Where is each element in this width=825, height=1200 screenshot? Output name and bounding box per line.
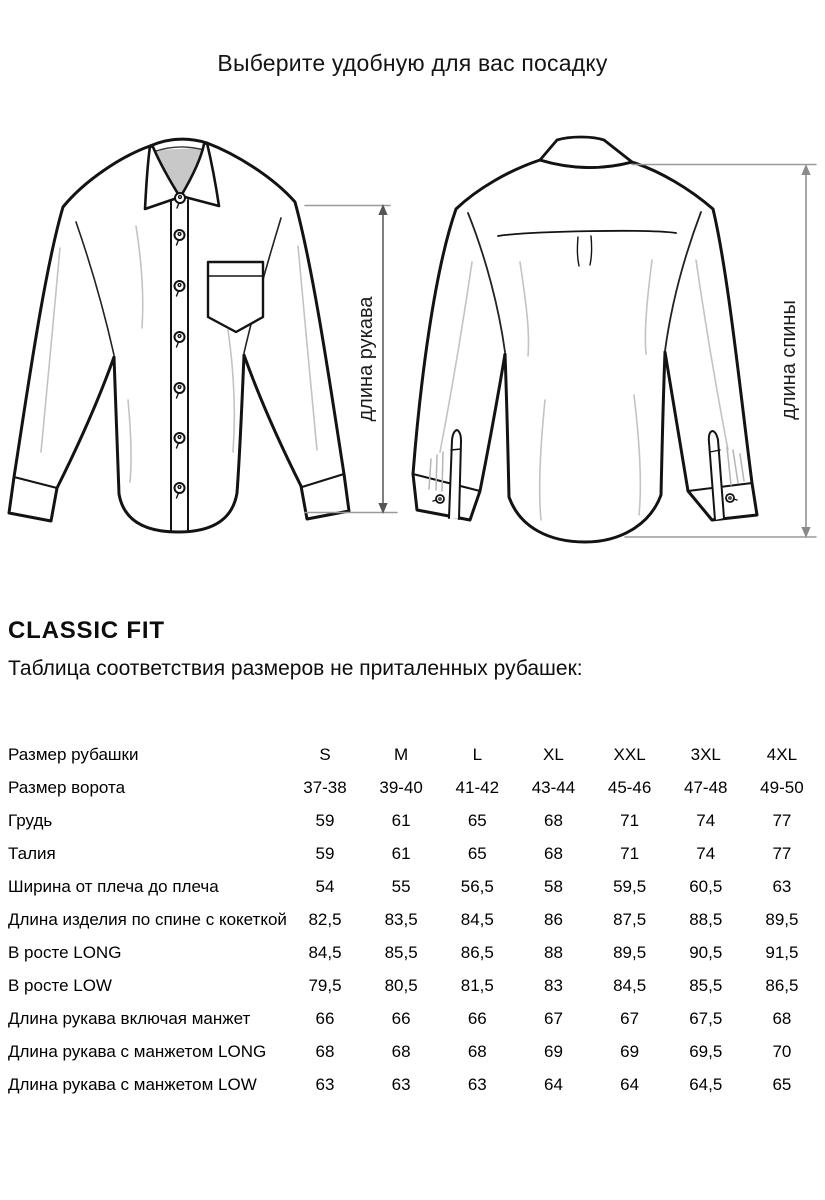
size-cell: 83 xyxy=(543,975,563,995)
table-row xyxy=(8,969,820,1002)
size-cell: 43-44 xyxy=(531,777,576,797)
size-cell: 66 xyxy=(315,1008,335,1028)
size-cell: 68 xyxy=(315,1041,335,1061)
size-cell: 69 xyxy=(620,1041,640,1061)
size-cell: 55 xyxy=(391,876,411,896)
size-cell: 66 xyxy=(391,1008,411,1028)
size-cell: 74 xyxy=(696,810,716,830)
size-cell: 59,5 xyxy=(613,876,647,896)
row-label: Ширина от плеча до плеча xyxy=(8,876,219,896)
size-cell: 45-46 xyxy=(607,777,652,797)
back-length-label: длина спины xyxy=(778,300,800,420)
size-cell: 59 xyxy=(315,843,335,863)
size-cell: 77 xyxy=(772,810,792,830)
size-cell: 86 xyxy=(543,909,563,929)
size-cell: 67 xyxy=(543,1008,563,1028)
row-label: Грудь xyxy=(8,810,53,830)
table-row xyxy=(8,1068,820,1101)
size-cell: L xyxy=(472,744,483,764)
size-cell: 56,5 xyxy=(460,876,494,896)
size-cell: 63 xyxy=(391,1074,411,1094)
table-row xyxy=(8,771,820,804)
table-row xyxy=(8,936,820,969)
chest-pocket xyxy=(208,262,263,332)
table-row xyxy=(8,738,820,771)
size-cell: 84,5 xyxy=(308,942,342,962)
row-label: Длина рукава с манжетом LOW xyxy=(8,1074,257,1094)
row-label: Длина рукава включая манжет xyxy=(8,1008,251,1028)
size-cell: 88 xyxy=(543,942,563,962)
size-cell: 64,5 xyxy=(689,1074,723,1094)
size-cell: 81,5 xyxy=(460,975,494,995)
size-cell: 90,5 xyxy=(689,942,723,962)
table-row xyxy=(8,903,820,936)
size-cell: 64 xyxy=(543,1074,563,1094)
size-cell: M xyxy=(394,744,409,764)
size-cell: 84,5 xyxy=(613,975,647,995)
size-cell: 82,5 xyxy=(308,909,342,929)
size-cell: 54 xyxy=(315,876,335,896)
size-cell: 71 xyxy=(620,810,640,830)
row-label: Длина рукава с манжетом LONG xyxy=(8,1041,267,1061)
shirt-back-drawing xyxy=(413,137,757,542)
size-cell: 63 xyxy=(467,1074,487,1094)
size-cell: 86,5 xyxy=(765,975,799,995)
table-row xyxy=(8,1002,820,1035)
size-cell: 71 xyxy=(620,843,640,863)
size-cell: 89,5 xyxy=(613,942,647,962)
size-cell: 68 xyxy=(467,1041,487,1061)
row-label: В росте LONG xyxy=(8,942,122,962)
row-label: В росте LOW xyxy=(8,975,112,995)
fit-diagram xyxy=(0,130,825,575)
size-cell: 88,5 xyxy=(689,909,723,929)
size-cell: 80,5 xyxy=(384,975,418,995)
size-cell: 84,5 xyxy=(460,909,494,929)
size-cell: 41-42 xyxy=(455,777,500,797)
size-cell: 61 xyxy=(391,810,411,830)
size-cell: 68 xyxy=(543,810,563,830)
size-cell: 58 xyxy=(543,876,563,896)
size-cell: 65 xyxy=(772,1074,792,1094)
size-cell: 68 xyxy=(543,843,563,863)
row-label: Длина изделия по спине с кокеткой xyxy=(8,909,287,929)
size-cell: 85,5 xyxy=(384,942,418,962)
size-cell: 89,5 xyxy=(765,909,799,929)
size-cell: 63 xyxy=(772,876,792,896)
size-cell: 69 xyxy=(543,1041,563,1061)
size-table xyxy=(8,738,820,1101)
size-cell: S xyxy=(319,744,331,764)
size-cell: 66 xyxy=(467,1008,487,1028)
table-row xyxy=(8,837,820,870)
table-row xyxy=(8,804,820,837)
size-cell: 63 xyxy=(315,1074,335,1094)
shirt-front-drawing xyxy=(9,139,349,532)
size-cell: 67,5 xyxy=(689,1008,723,1028)
size-cell: 68 xyxy=(772,1008,792,1028)
size-cell: 79,5 xyxy=(308,975,342,995)
size-cell: 86,5 xyxy=(460,942,494,962)
size-cell: 59 xyxy=(315,810,335,830)
size-cell: 61 xyxy=(391,843,411,863)
table-row xyxy=(8,1035,820,1068)
size-cell: 65 xyxy=(467,810,487,830)
size-cell: 65 xyxy=(467,843,487,863)
size-cell: 67 xyxy=(620,1008,640,1028)
size-cell: XL xyxy=(543,744,564,764)
size-cell: 70 xyxy=(772,1041,792,1061)
size-cell: 85,5 xyxy=(689,975,723,995)
size-cell: 47-48 xyxy=(684,777,728,797)
size-cell: 37-38 xyxy=(303,777,347,797)
size-cell: 74 xyxy=(696,843,716,863)
sleeve-length-label: длина рукава xyxy=(355,296,377,422)
size-cell: 77 xyxy=(772,843,792,863)
size-cell: 69,5 xyxy=(689,1041,723,1061)
row-label: Размер рубашки xyxy=(8,744,139,764)
size-cell: 49-50 xyxy=(760,777,804,797)
size-cell: XXL xyxy=(613,744,646,764)
table-row xyxy=(8,870,820,903)
row-label: Размер ворота xyxy=(8,777,126,797)
section-subtitle: Таблица соответствия размеров не приталенных рубашек: xyxy=(8,657,583,680)
size-cell: 3XL xyxy=(690,744,721,764)
size-cell: 83,5 xyxy=(384,909,418,929)
size-table-body xyxy=(8,738,820,1101)
size-cell: 87,5 xyxy=(613,909,647,929)
size-cell: 39-40 xyxy=(379,777,423,797)
size-cell: 60,5 xyxy=(689,876,723,896)
page-title: Выберите удобную для вас посадку xyxy=(217,50,608,76)
size-cell: 68 xyxy=(391,1041,411,1061)
size-cell: 91,5 xyxy=(765,942,799,962)
size-cell: 4XL xyxy=(766,744,798,764)
row-label: Талия xyxy=(8,843,56,863)
size-cell: 64 xyxy=(620,1074,640,1094)
section-heading: CLASSIC FIT xyxy=(8,617,165,644)
